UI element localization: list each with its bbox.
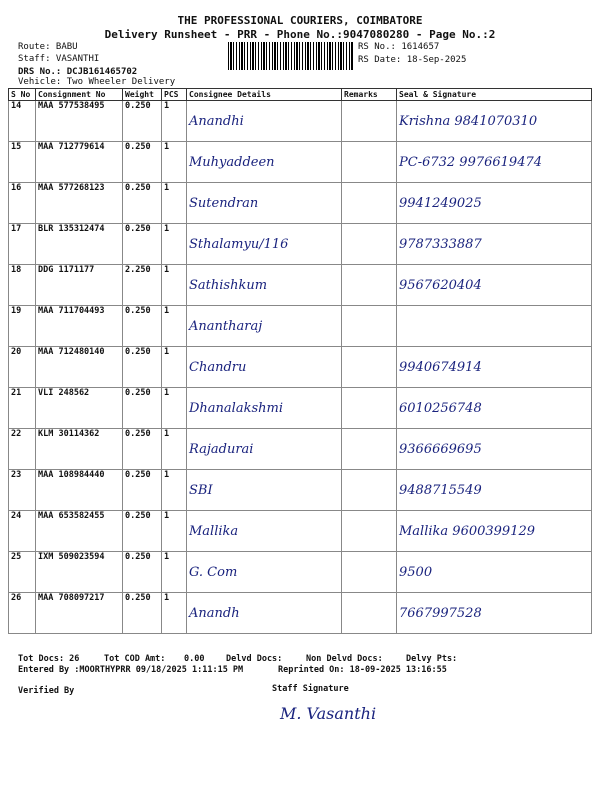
col-consignment: Consignment No bbox=[36, 89, 123, 101]
row-pcs: 1 bbox=[162, 224, 187, 265]
row-remarks bbox=[342, 552, 397, 593]
row-weight: 0.250 bbox=[123, 101, 162, 142]
row-sno: 18 bbox=[9, 265, 36, 306]
company-title: THE PROFESSIONAL COURIERS, COIMBATORE bbox=[177, 14, 423, 27]
row-sno: 22 bbox=[9, 429, 36, 470]
row-remarks bbox=[342, 265, 397, 306]
row-consignment-no: MAA 712480140 bbox=[36, 347, 123, 388]
row-remarks bbox=[342, 101, 397, 142]
row-signature: Krishna 9841070310 bbox=[397, 101, 592, 142]
row-consignee: Anandh bbox=[187, 593, 342, 634]
row-sno: 24 bbox=[9, 511, 36, 552]
row-pcs: 1 bbox=[162, 470, 187, 511]
row-consignee: Rajadurai bbox=[187, 429, 342, 470]
row-signature: Mallika 9600399129 bbox=[397, 511, 592, 552]
row-sno: 15 bbox=[9, 142, 36, 183]
table-body bbox=[9, 101, 592, 634]
row-signature: 7667997528 bbox=[397, 593, 592, 634]
row-weight: 0.250 bbox=[123, 388, 162, 429]
col-signature: Seal & Signature bbox=[397, 89, 592, 101]
table-header-row bbox=[9, 89, 592, 101]
row-pcs: 1 bbox=[162, 388, 187, 429]
row-consignment-no: MAA 653582455 bbox=[36, 511, 123, 552]
row-consignment-no: MAA 577538495 bbox=[36, 101, 123, 142]
row-signature: 9787333887 bbox=[397, 224, 592, 265]
row-consignee: Anantharaj bbox=[187, 306, 342, 347]
row-remarks bbox=[342, 593, 397, 634]
table-row bbox=[9, 347, 592, 388]
row-pcs: 1 bbox=[162, 142, 187, 183]
row-weight: 0.250 bbox=[123, 511, 162, 552]
table-row bbox=[9, 224, 592, 265]
non-delvd-docs: Non Delvd Docs: bbox=[306, 654, 383, 664]
row-consignee: Mallika bbox=[187, 511, 342, 552]
row-pcs: 1 bbox=[162, 429, 187, 470]
row-weight: 0.250 bbox=[123, 429, 162, 470]
table-row bbox=[9, 142, 592, 183]
row-consignment-no: MAA 577268123 bbox=[36, 183, 123, 224]
row-signature bbox=[397, 306, 592, 347]
row-weight: 0.250 bbox=[123, 552, 162, 593]
row-signature: 9366669695 bbox=[397, 429, 592, 470]
table-row bbox=[9, 593, 592, 634]
table-row bbox=[9, 101, 592, 142]
drs-label: DRS No.: DCJB161465702 bbox=[18, 67, 138, 77]
row-weight: 0.250 bbox=[123, 470, 162, 511]
row-signature: 9567620404 bbox=[397, 265, 592, 306]
row-pcs: 1 bbox=[162, 347, 187, 388]
vehicle-label: Vehicle: Two Wheeler Delivery bbox=[18, 77, 176, 87]
row-consignment-no: MAA 711704493 bbox=[36, 306, 123, 347]
row-remarks bbox=[342, 429, 397, 470]
row-sno: 25 bbox=[9, 552, 36, 593]
row-pcs: 1 bbox=[162, 306, 187, 347]
row-consignee: G. Com bbox=[187, 552, 342, 593]
table-row bbox=[9, 306, 592, 347]
table-row bbox=[9, 183, 592, 224]
row-consignment-no: DDG 1171177 bbox=[36, 265, 123, 306]
row-signature: 9940674914 bbox=[397, 347, 592, 388]
row-consignment-no: BLR 135312474 bbox=[36, 224, 123, 265]
row-sno: 17 bbox=[9, 224, 36, 265]
row-pcs: 1 bbox=[162, 511, 187, 552]
row-consignment-no: IXM 509023594 bbox=[36, 552, 123, 593]
row-consignee: Dhanalakshmi bbox=[187, 388, 342, 429]
col-sno: S No bbox=[9, 89, 36, 101]
runsheet-table bbox=[8, 88, 592, 634]
row-consignment-no: MAA 108984440 bbox=[36, 470, 123, 511]
delvd-docs: Delvd Docs: bbox=[226, 654, 283, 664]
row-sno: 16 bbox=[9, 183, 36, 224]
row-remarks bbox=[342, 224, 397, 265]
row-remarks bbox=[342, 511, 397, 552]
row-signature: 9488715549 bbox=[397, 470, 592, 511]
table-row bbox=[9, 511, 592, 552]
entered-by: Entered By :MOORTHYPRR 09/18/2025 1:11:15 PM bbox=[18, 665, 244, 675]
row-sno: 23 bbox=[9, 470, 36, 511]
row-consignee: Sthalamyu/116 bbox=[187, 224, 342, 265]
row-pcs: 1 bbox=[162, 265, 187, 306]
row-weight: 0.250 bbox=[123, 593, 162, 634]
delvy-pts: Delvy Pts: bbox=[406, 654, 458, 664]
row-pcs: 1 bbox=[162, 183, 187, 224]
tot-docs: Tot Docs: 26 bbox=[18, 654, 80, 664]
reprinted-on: Reprinted On: 18-09-2025 13:16:55 bbox=[278, 665, 447, 675]
col-pcs: PCS bbox=[162, 89, 187, 101]
rs-date: RS Date: 18-Sep-2025 bbox=[358, 55, 467, 65]
row-remarks bbox=[342, 347, 397, 388]
row-weight: 0.250 bbox=[123, 142, 162, 183]
row-consignment-no: KLM 30114362 bbox=[36, 429, 123, 470]
row-consignee: Chandru bbox=[187, 347, 342, 388]
row-weight: 0.250 bbox=[123, 306, 162, 347]
row-remarks bbox=[342, 470, 397, 511]
row-weight: 0.250 bbox=[123, 224, 162, 265]
tot-cod: Tot COD Amt: bbox=[104, 654, 166, 664]
row-consignment-no: VLI 248562 bbox=[36, 388, 123, 429]
row-consignee: SBI bbox=[187, 470, 342, 511]
row-consignee: Sathishkum bbox=[187, 265, 342, 306]
row-signature: 6010256748 bbox=[397, 388, 592, 429]
row-weight: 0.250 bbox=[123, 347, 162, 388]
table-row bbox=[9, 552, 592, 593]
row-consignee: Anandhi bbox=[187, 101, 342, 142]
barcode bbox=[228, 42, 353, 70]
table-row bbox=[9, 388, 592, 429]
row-remarks bbox=[342, 142, 397, 183]
route-label: Route: BABU bbox=[18, 42, 78, 52]
row-remarks bbox=[342, 306, 397, 347]
table-row bbox=[9, 470, 592, 511]
row-remarks bbox=[342, 183, 397, 224]
staff-label: Staff: VASANTHI bbox=[18, 54, 100, 64]
row-consignee: Muhyaddeen bbox=[187, 142, 342, 183]
table-row bbox=[9, 265, 592, 306]
row-signature: 9941249025 bbox=[397, 183, 592, 224]
row-pcs: 1 bbox=[162, 552, 187, 593]
row-weight: 2.250 bbox=[123, 265, 162, 306]
staff-signature-label: Staff Signature bbox=[272, 684, 349, 694]
row-sno: 19 bbox=[9, 306, 36, 347]
row-weight: 0.250 bbox=[123, 183, 162, 224]
cod-value: 0.00 bbox=[184, 654, 205, 664]
staff-signature: M. Vasanthi bbox=[280, 704, 377, 723]
row-signature: 9500 bbox=[397, 552, 592, 593]
row-remarks bbox=[342, 388, 397, 429]
col-remarks: Remarks bbox=[342, 89, 397, 101]
row-signature: PC-6732 9976619474 bbox=[397, 142, 592, 183]
row-pcs: 1 bbox=[162, 593, 187, 634]
row-consignment-no: MAA 712779614 bbox=[36, 142, 123, 183]
row-consignment-no: MAA 708097217 bbox=[36, 593, 123, 634]
row-sno: 21 bbox=[9, 388, 36, 429]
col-weight: Weight bbox=[123, 89, 162, 101]
rs-no: RS No.: 1614657 bbox=[358, 42, 440, 52]
row-pcs: 1 bbox=[162, 101, 187, 142]
row-sno: 14 bbox=[9, 101, 36, 142]
row-sno: 20 bbox=[9, 347, 36, 388]
row-consignee: Sutendran bbox=[187, 183, 342, 224]
row-sno: 26 bbox=[9, 593, 36, 634]
verified-by: Verified By bbox=[18, 686, 75, 696]
runsheet-subtitle: Delivery Runsheet - PRR - Phone No.:9047080280 - Page No.:2 bbox=[104, 28, 496, 41]
col-consignee: Consignee Details bbox=[187, 89, 342, 101]
table-row bbox=[9, 429, 592, 470]
